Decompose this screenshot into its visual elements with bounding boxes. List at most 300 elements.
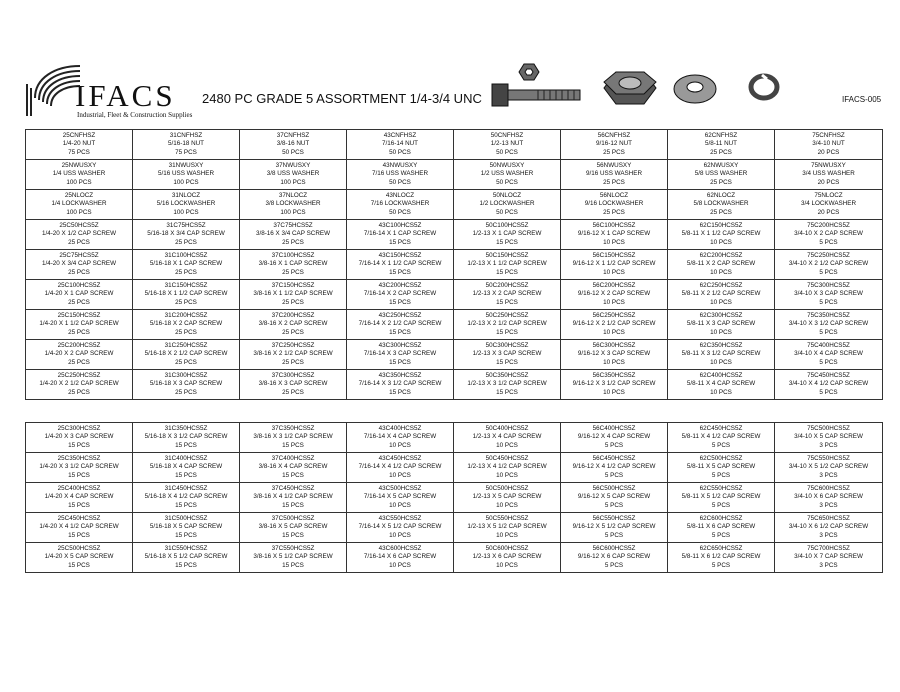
table-cell bbox=[133, 310, 240, 340]
part-code: 62C300HCS5Z bbox=[699, 311, 743, 319]
part-code: 56C100HCS5Z bbox=[592, 221, 636, 229]
table-cell bbox=[668, 453, 775, 483]
part-description: 3/8-16 X 4 1/2 CAP SCREW bbox=[253, 493, 333, 501]
part-code: 56C150HCS5Z bbox=[592, 251, 636, 259]
table-cell bbox=[347, 190, 454, 220]
part-description: 3/4-10 X 5 CAP SCREW bbox=[794, 433, 863, 441]
part-description: 9/16-12 X 4 1/2 CAP SCREW bbox=[572, 463, 656, 471]
part-quantity: 25 PCS bbox=[175, 328, 197, 336]
table-cell bbox=[240, 370, 347, 400]
part-code: 31NWUSXY bbox=[168, 161, 204, 169]
part-description: 1/2-13 X 4 1/2 CAP SCREW bbox=[467, 463, 547, 471]
part-description: 9/16-12 X 5 CAP SCREW bbox=[577, 493, 651, 501]
part-description: 9/16-12 X 2 CAP SCREW bbox=[577, 290, 651, 298]
part-code: 50NWUSXY bbox=[489, 161, 525, 169]
part-code: 37C100HCS5Z bbox=[271, 251, 315, 259]
part-description: 9/16-12 X 3 1/2 CAP SCREW bbox=[572, 380, 656, 388]
part-description: 1/2-13 NUT bbox=[490, 140, 524, 148]
part-description: 1/4-20 X 2 1/2 CAP SCREW bbox=[39, 380, 119, 388]
table-cell bbox=[775, 543, 883, 573]
part-quantity: 75 PCS bbox=[68, 148, 90, 156]
table-cell bbox=[133, 370, 240, 400]
part-description: 3/4-10 X 3 CAP SCREW bbox=[794, 290, 863, 298]
part-description: 3/4-10 X 3 1/2 CAP SCREW bbox=[788, 320, 869, 328]
table-cell bbox=[26, 280, 133, 310]
part-quantity: 15 PCS bbox=[282, 561, 304, 569]
part-description: 7/16-14 X 3 CAP SCREW bbox=[363, 350, 437, 358]
part-quantity: 15 PCS bbox=[282, 531, 304, 539]
table-cell bbox=[775, 220, 883, 250]
part-description: 7/16-14 X 2 CAP SCREW bbox=[363, 290, 437, 298]
part-description: 7/16-14 X 5 CAP SCREW bbox=[363, 493, 437, 501]
part-description: 1/4-20 X 4 1/2 CAP SCREW bbox=[39, 523, 119, 531]
part-code: 75C250HCS5Z bbox=[807, 251, 850, 259]
part-code: 37CNFHSZ bbox=[276, 131, 310, 139]
part-description: 3/8-16 X 2 CAP SCREW bbox=[258, 320, 328, 328]
part-quantity: 15 PCS bbox=[389, 238, 411, 246]
part-quantity: 50 PCS bbox=[389, 148, 411, 156]
part-quantity: 25 PCS bbox=[175, 388, 197, 396]
part-quantity: 15 PCS bbox=[175, 501, 197, 509]
table-cell bbox=[775, 453, 883, 483]
part-description: 1/4-20 X 3 CAP SCREW bbox=[44, 433, 114, 441]
part-description: 1/4-20 X 3/4 CAP SCREW bbox=[41, 260, 117, 268]
part-description: 5/16-18 X 4 1/2 CAP SCREW bbox=[144, 493, 228, 501]
part-quantity: 25 PCS bbox=[68, 238, 90, 246]
part-quantity: 10 PCS bbox=[496, 441, 518, 449]
part-quantity: 5 PCS bbox=[604, 561, 624, 569]
part-quantity: 15 PCS bbox=[389, 298, 411, 306]
part-code: 50C350HCS5Z bbox=[485, 371, 529, 379]
table-cell bbox=[240, 483, 347, 513]
part-code: 56C350HCS5Z bbox=[592, 371, 636, 379]
part-code: 62NWUSXY bbox=[703, 161, 739, 169]
part-code: 43C450HCS5Z bbox=[378, 454, 422, 462]
part-description: 1/4-20 X 1/2 CAP SCREW bbox=[41, 230, 117, 238]
part-quantity: 3 PCS bbox=[819, 501, 838, 509]
part-code: 31C500HCS5Z bbox=[164, 514, 208, 522]
table-cell bbox=[561, 280, 668, 310]
part-description: 7/16-14 X 3 1/2 CAP SCREW bbox=[358, 380, 442, 388]
table-cell bbox=[668, 310, 775, 340]
table-cell bbox=[668, 513, 775, 543]
part-description: 7/16-14 X 5 1/2 CAP SCREW bbox=[358, 523, 442, 531]
part-description: 9/16-12 X 4 CAP SCREW bbox=[577, 433, 651, 441]
part-code: 25C300HCS5Z bbox=[57, 424, 101, 432]
lock-washer-icon bbox=[748, 72, 780, 102]
part-description: 3/8 USS WASHER bbox=[266, 170, 320, 178]
table-cell bbox=[240, 453, 347, 483]
brand-name: IFACS bbox=[75, 78, 176, 113]
part-quantity: 15 PCS bbox=[68, 531, 90, 539]
part-quantity: 15 PCS bbox=[282, 441, 304, 449]
part-code: 37C500HCS5Z bbox=[271, 514, 315, 522]
part-quantity: 15 PCS bbox=[68, 501, 90, 509]
part-description: 5/8-11 X 2 CAP SCREW bbox=[686, 260, 756, 268]
part-description: 1/2-13 X 1 CAP SCREW bbox=[472, 230, 542, 238]
table-cell bbox=[454, 453, 561, 483]
part-description: 3/8-16 X 2 1/2 CAP SCREW bbox=[253, 350, 333, 358]
part-code: 37NLOCZ bbox=[278, 191, 308, 199]
part-quantity: 15 PCS bbox=[175, 441, 197, 449]
part-code: 75NLOCZ bbox=[814, 191, 843, 199]
part-quantity: 3 PCS bbox=[819, 471, 838, 479]
part-description: 5/8-11 X 3 CAP SCREW bbox=[686, 320, 756, 328]
table-cell bbox=[561, 130, 668, 160]
table-cell bbox=[561, 190, 668, 220]
part-code: 50NLOCZ bbox=[492, 191, 522, 199]
table-cell bbox=[347, 310, 454, 340]
part-code: 43C400HCS5Z bbox=[378, 424, 422, 432]
part-code: 31C75HCS5Z bbox=[166, 221, 206, 229]
table-cell bbox=[133, 340, 240, 370]
part-code: 31C300HCS5Z bbox=[164, 371, 208, 379]
table-cell bbox=[133, 250, 240, 280]
part-quantity: 10 PCS bbox=[603, 358, 625, 366]
part-quantity: 5 PCS bbox=[604, 501, 624, 509]
part-description: 1/4 USS WASHER bbox=[52, 170, 106, 178]
part-description: 9/16-12 X 1 1/2 CAP SCREW bbox=[572, 260, 656, 268]
part-description: 3/8-16 X 5 CAP SCREW bbox=[258, 523, 328, 531]
table-cell bbox=[26, 250, 133, 280]
part-description: 7/16 LOCKWASHER bbox=[370, 200, 430, 208]
part-code: 56C300HCS5Z bbox=[592, 341, 636, 349]
part-code: 43NWUSXY bbox=[382, 161, 418, 169]
part-description: 1/4-20 X 5 CAP SCREW bbox=[44, 553, 114, 561]
part-quantity: 10 PCS bbox=[389, 441, 411, 449]
table-cell bbox=[775, 513, 883, 543]
part-code: 75C500HCS5Z bbox=[807, 424, 850, 432]
part-code: 43CNFHSZ bbox=[383, 131, 417, 139]
part-code: 25C200HCS5Z bbox=[57, 341, 101, 349]
part-code: 43C200HCS5Z bbox=[378, 281, 422, 289]
table-cell bbox=[26, 130, 133, 160]
part-code: 50C300HCS5Z bbox=[485, 341, 529, 349]
part-quantity: 15 PCS bbox=[68, 471, 90, 479]
part-description: 3/4-10 X 5 1/2 CAP SCREW bbox=[788, 463, 869, 471]
part-quantity: 10 PCS bbox=[496, 561, 518, 569]
part-code: 56C500HCS5Z bbox=[592, 484, 636, 492]
table-cell bbox=[454, 160, 561, 190]
part-quantity: 5 PCS bbox=[604, 471, 624, 479]
part-quantity: 10 PCS bbox=[389, 561, 411, 569]
table-cell bbox=[454, 423, 561, 453]
part-code: 56C450HCS5Z bbox=[592, 454, 636, 462]
table-cell bbox=[668, 370, 775, 400]
part-description: 1/4-20 X 1 1/2 CAP SCREW bbox=[39, 320, 119, 328]
part-quantity: 25 PCS bbox=[68, 268, 90, 276]
part-code: 37C300HCS5Z bbox=[271, 371, 315, 379]
table-cell bbox=[775, 370, 883, 400]
assortment-table-upper bbox=[25, 129, 883, 400]
part-description: 3/4-10 X 2 CAP SCREW bbox=[794, 230, 863, 238]
table-cell bbox=[240, 340, 347, 370]
part-code: 50C150HCS5Z bbox=[485, 251, 529, 259]
table-cell bbox=[668, 250, 775, 280]
table-cell bbox=[668, 190, 775, 220]
part-quantity: 10 PCS bbox=[496, 531, 518, 539]
table-cell bbox=[26, 310, 133, 340]
table-cell bbox=[347, 423, 454, 453]
table-cell bbox=[454, 190, 561, 220]
table-cell bbox=[668, 423, 775, 453]
part-description: 9/16-12 NUT bbox=[595, 140, 633, 148]
part-description: 3/8-16 X 3 CAP SCREW bbox=[258, 380, 328, 388]
part-code: 75CNFHSZ bbox=[812, 131, 845, 139]
table-cell bbox=[240, 423, 347, 453]
part-description: 5/8-11 X 2 1/2 CAP SCREW bbox=[681, 290, 761, 298]
table-cell bbox=[668, 280, 775, 310]
part-description: 7/16 USS WASHER bbox=[371, 170, 429, 178]
table-cell bbox=[454, 483, 561, 513]
table-row bbox=[26, 483, 883, 513]
part-quantity: 25 PCS bbox=[282, 328, 304, 336]
part-quantity: 50 PCS bbox=[496, 178, 518, 186]
table-cell bbox=[668, 220, 775, 250]
part-description: 3/4-10 X 4 CAP SCREW bbox=[794, 350, 863, 358]
table-row bbox=[26, 250, 883, 280]
table-cell bbox=[668, 483, 775, 513]
part-description: 3/4 LOCKWASHER bbox=[800, 200, 857, 208]
part-code: 37C350HCS5Z bbox=[271, 424, 315, 432]
table-row bbox=[26, 160, 883, 190]
part-code: 56C200HCS5Z bbox=[592, 281, 636, 289]
part-quantity: 50 PCS bbox=[496, 148, 518, 156]
part-quantity: 5 PCS bbox=[711, 561, 731, 569]
table-cell bbox=[454, 130, 561, 160]
part-quantity: 25 PCS bbox=[603, 178, 625, 186]
part-code: 50C400HCS5Z bbox=[485, 424, 529, 432]
table-cell bbox=[26, 543, 133, 573]
part-code: 37C200HCS5Z bbox=[271, 311, 315, 319]
part-description: 5/16-18 X 5 CAP SCREW bbox=[149, 523, 223, 531]
table-cell bbox=[668, 130, 775, 160]
table-cell bbox=[347, 513, 454, 543]
table-cell bbox=[26, 453, 133, 483]
part-description: 5/16-18 X 1 1/2 CAP SCREW bbox=[144, 290, 228, 298]
table-row bbox=[26, 220, 883, 250]
part-code: 37C150HCS5Z bbox=[271, 281, 315, 289]
part-description: 7/16-14 X 2 1/2 CAP SCREW bbox=[358, 320, 442, 328]
header bbox=[0, 0, 900, 125]
part-code: 37C450HCS5Z bbox=[271, 484, 315, 492]
table-row bbox=[26, 310, 883, 340]
part-quantity: 15 PCS bbox=[496, 268, 518, 276]
part-description: 1/2-13 X 3 CAP SCREW bbox=[472, 350, 542, 358]
part-code: 56NWUSXY bbox=[596, 161, 632, 169]
part-code: 31C350HCS5Z bbox=[164, 424, 208, 432]
part-description: 9/16-12 X 1 CAP SCREW bbox=[577, 230, 651, 238]
table-cell bbox=[133, 220, 240, 250]
part-description: 5/16-18 NUT bbox=[167, 140, 205, 148]
part-quantity: 25 PCS bbox=[68, 388, 90, 396]
part-code: 37C400HCS5Z bbox=[271, 454, 315, 462]
table-cell bbox=[454, 370, 561, 400]
table-cell bbox=[775, 423, 883, 453]
hex-bolt-icon bbox=[490, 62, 582, 112]
part-code: 75C450HCS5Z bbox=[807, 371, 850, 379]
table-row bbox=[26, 543, 883, 573]
table-cell bbox=[561, 543, 668, 573]
part-quantity: 50 PCS bbox=[496, 208, 518, 216]
part-description: 1/2 LOCKWASHER bbox=[479, 200, 535, 208]
part-quantity: 3 PCS bbox=[819, 561, 838, 569]
part-code: 62C500HCS5Z bbox=[699, 454, 743, 462]
part-code: 75C400HCS5Z bbox=[807, 341, 850, 349]
table-cell bbox=[775, 160, 883, 190]
part-quantity: 100 PCS bbox=[173, 208, 199, 216]
part-description: 5/16-18 X 3 1/2 CAP SCREW bbox=[144, 433, 228, 441]
part-code: 25NLOCZ bbox=[64, 191, 94, 199]
part-description: 1/2-13 X 5 1/2 CAP SCREW bbox=[467, 523, 547, 531]
part-description: 9/16-12 X 3 CAP SCREW bbox=[577, 350, 651, 358]
part-quantity: 5 PCS bbox=[819, 388, 838, 396]
table-cell bbox=[561, 220, 668, 250]
part-code: 56NLOCZ bbox=[599, 191, 629, 199]
part-description: 5/8-11 X 5 CAP SCREW bbox=[686, 463, 756, 471]
part-description: 5/8-11 X 1 1/2 CAP SCREW bbox=[681, 230, 761, 238]
part-code: 62C250HCS5Z bbox=[699, 281, 743, 289]
flat-washer-icon bbox=[672, 72, 718, 106]
part-quantity: 15 PCS bbox=[496, 298, 518, 306]
part-quantity: 10 PCS bbox=[603, 388, 625, 396]
part-description: 3/8-16 X 5 1/2 CAP SCREW bbox=[253, 553, 333, 561]
part-description: 9/16 USS WASHER bbox=[585, 170, 643, 178]
part-description: 1/2-13 X 3 1/2 CAP SCREW bbox=[467, 380, 547, 388]
part-quantity: 5 PCS bbox=[819, 358, 838, 366]
table-cell bbox=[26, 370, 133, 400]
part-code: 56C600HCS5Z bbox=[592, 544, 636, 552]
table-cell bbox=[775, 310, 883, 340]
part-code: 75C650HCS5Z bbox=[807, 514, 850, 522]
part-description: 3/4-10 X 7 CAP SCREW bbox=[794, 553, 863, 561]
table-cell bbox=[133, 453, 240, 483]
part-quantity: 15 PCS bbox=[389, 268, 411, 276]
table-cell bbox=[240, 250, 347, 280]
part-code: 31NLOCZ bbox=[171, 191, 201, 199]
part-code: 56C250HCS5Z bbox=[592, 311, 636, 319]
part-description: 3/4-10 X 6 1/2 CAP SCREW bbox=[788, 523, 869, 531]
part-code: 31C200HCS5Z bbox=[164, 311, 208, 319]
part-code: 31C550HCS5Z bbox=[164, 544, 208, 552]
part-description: 3/8-16 X 3 1/2 CAP SCREW bbox=[253, 433, 333, 441]
table-cell bbox=[26, 160, 133, 190]
part-code: 25C50HCS5Z bbox=[59, 221, 99, 229]
part-quantity: 15 PCS bbox=[389, 328, 411, 336]
table-row bbox=[26, 340, 883, 370]
part-quantity: 5 PCS bbox=[604, 441, 624, 449]
table-cell bbox=[133, 130, 240, 160]
table-cell bbox=[775, 130, 883, 160]
part-description: 1/4-20 X 4 CAP SCREW bbox=[44, 493, 114, 501]
part-description: 1/2-13 X 4 CAP SCREW bbox=[472, 433, 542, 441]
part-quantity: 15 PCS bbox=[282, 471, 304, 479]
part-description: 5/16-18 X 1 CAP SCREW bbox=[149, 260, 223, 268]
part-code: 25C350HCS5Z bbox=[57, 454, 101, 462]
part-quantity: 25 PCS bbox=[710, 148, 732, 156]
table-cell bbox=[775, 250, 883, 280]
part-code: 75C200HCS5Z bbox=[807, 221, 850, 229]
part-code: 43NLOCZ bbox=[385, 191, 415, 199]
part-code: 43C500HCS5Z bbox=[378, 484, 422, 492]
table-row bbox=[26, 423, 883, 453]
part-code: 43C100HCS5Z bbox=[378, 221, 422, 229]
part-description: 7/16-14 X 1 1/2 CAP SCREW bbox=[358, 260, 442, 268]
part-quantity: 10 PCS bbox=[603, 268, 625, 276]
table-row bbox=[26, 280, 883, 310]
part-description: 5/16-18 X 3/4 CAP SCREW bbox=[147, 230, 225, 238]
part-code: 25C100HCS5Z bbox=[57, 281, 101, 289]
part-quantity: 75 PCS bbox=[175, 148, 197, 156]
table-cell bbox=[561, 423, 668, 453]
part-description: 3/8-16 X 3/4 CAP SCREW bbox=[255, 230, 331, 238]
table-cell bbox=[133, 160, 240, 190]
table-cell bbox=[775, 280, 883, 310]
page-title: 2480 PC GRADE 5 ASSORTMENT 1/4-3/4 UNC bbox=[202, 91, 482, 106]
part-code: 43C600HCS5Z bbox=[378, 544, 422, 552]
part-code: 62C450HCS5Z bbox=[699, 424, 743, 432]
part-code: 62C150HCS5Z bbox=[699, 221, 743, 229]
table-cell bbox=[347, 483, 454, 513]
part-quantity: 15 PCS bbox=[389, 388, 411, 396]
part-description: 5/16-18 X 5 1/2 CAP SCREW bbox=[144, 553, 228, 561]
part-code: 37C550HCS5Z bbox=[271, 544, 315, 552]
table-cell bbox=[454, 543, 561, 573]
part-code: 50C250HCS5Z bbox=[485, 311, 529, 319]
part-quantity: 10 PCS bbox=[603, 328, 625, 336]
part-description: 5/16-18 X 2 1/2 CAP SCREW bbox=[144, 350, 228, 358]
table-cell bbox=[668, 340, 775, 370]
table-cell bbox=[561, 310, 668, 340]
part-code: 25C400HCS5Z bbox=[57, 484, 101, 492]
part-description: 9/16 LOCKWASHER bbox=[584, 200, 644, 208]
part-quantity: 25 PCS bbox=[603, 208, 625, 216]
part-description: 5/8-11 X 6 1/2 CAP SCREW bbox=[681, 553, 761, 561]
part-code: 56C550HCS5Z bbox=[592, 514, 636, 522]
table-cell bbox=[561, 340, 668, 370]
table-cell bbox=[561, 483, 668, 513]
part-quantity: 25 PCS bbox=[710, 208, 732, 216]
table-cell bbox=[26, 340, 133, 370]
part-description: 3/4-10 X 6 CAP SCREW bbox=[794, 493, 863, 501]
part-quantity: 5 PCS bbox=[711, 441, 731, 449]
table-cell bbox=[240, 130, 347, 160]
part-description: 5/16-18 X 2 CAP SCREW bbox=[149, 320, 223, 328]
part-quantity: 25 PCS bbox=[710, 178, 732, 186]
part-description: 5/16 USS WASHER bbox=[157, 170, 215, 178]
part-description: 1/2-13 X 5 CAP SCREW bbox=[472, 493, 542, 501]
part-code: 25CNFHSZ bbox=[62, 131, 96, 139]
table-row bbox=[26, 130, 883, 160]
part-description: 3/8 LOCKWASHER bbox=[265, 200, 321, 208]
part-quantity: 15 PCS bbox=[496, 238, 518, 246]
part-quantity: 10 PCS bbox=[710, 358, 732, 366]
part-code: 62C200HCS5Z bbox=[699, 251, 743, 259]
part-code: 43C350HCS5Z bbox=[378, 371, 422, 379]
part-code: 50C500HCS5Z bbox=[485, 484, 529, 492]
table-cell bbox=[454, 250, 561, 280]
part-description: 5/8-11 X 4 1/2 CAP SCREW bbox=[681, 433, 761, 441]
part-description: 7/16-14 X 4 CAP SCREW bbox=[363, 433, 437, 441]
table-cell bbox=[133, 423, 240, 453]
table-cell bbox=[347, 543, 454, 573]
table-cell bbox=[240, 190, 347, 220]
part-description: 5/16 LOCKWASHER bbox=[156, 200, 216, 208]
part-code: 37NWUSXY bbox=[275, 161, 311, 169]
table-cell bbox=[561, 453, 668, 483]
part-description: 1/4-20 X 3 1/2 CAP SCREW bbox=[39, 463, 119, 471]
table-cell bbox=[26, 423, 133, 453]
